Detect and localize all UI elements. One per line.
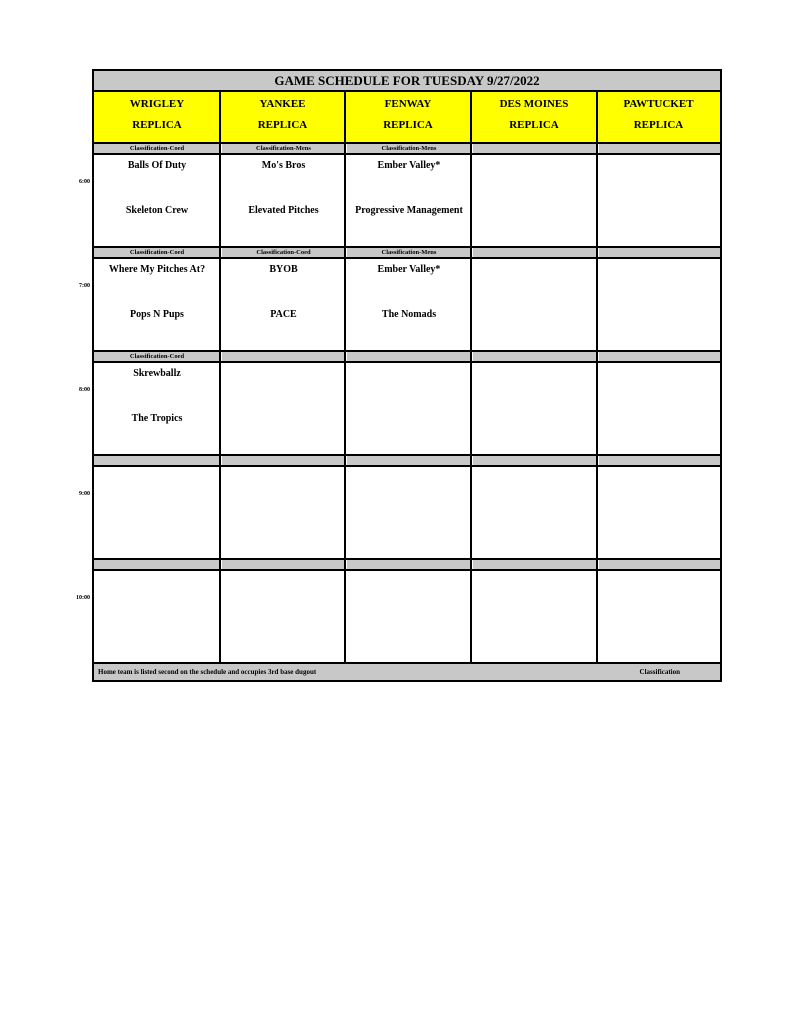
home-team: The Tropics	[131, 413, 183, 424]
band-divider	[94, 569, 720, 571]
field-subtitle: REPLICA	[383, 119, 433, 131]
field-name: PAWTUCKET	[623, 98, 694, 110]
column-divider	[470, 92, 472, 662]
classification-cell	[94, 560, 220, 569]
classification-cell: Classification-Coed	[94, 144, 220, 153]
classification-cell	[599, 456, 720, 465]
field-subtitle: REPLICA	[509, 119, 559, 131]
field-header-0	[94, 92, 220, 142]
field-name: YANKEE	[259, 98, 306, 110]
footer-classification: Classification	[639, 668, 680, 676]
home-team: Skeleton Crew	[125, 205, 189, 216]
classification-cell	[599, 560, 720, 569]
field-header-3	[471, 92, 597, 142]
schedule-title: GAME SCHEDULE FOR TUESDAY 9/27/2022	[94, 71, 720, 92]
classification-cell: Classification-Mens	[222, 144, 345, 153]
time-label: 8:00	[79, 387, 90, 393]
band-divider	[94, 361, 720, 363]
home-team: PACE	[270, 309, 297, 320]
classification-cell	[473, 352, 597, 361]
classification-cell	[222, 352, 345, 361]
time-label: 7:00	[79, 283, 90, 289]
classification-cell: Classification-Mens	[347, 248, 471, 257]
away-team: BYOB	[269, 264, 298, 275]
field-name: DES MOINES	[499, 98, 569, 110]
column-divider	[344, 92, 346, 662]
column-divider	[596, 92, 598, 662]
footer-band	[94, 664, 720, 680]
away-team: Ember Valley*	[377, 160, 441, 171]
time-label: 6:00	[79, 179, 90, 185]
field-header-2	[345, 92, 471, 142]
classification-cell	[473, 248, 597, 257]
footer-note: Home team is listed second on the schedule and occupies 3rd base dugout	[98, 668, 317, 676]
away-team: Mo's Bros	[261, 160, 306, 171]
classification-cell	[599, 248, 720, 257]
classification-cell	[599, 144, 720, 153]
home-team: Pops N Pups	[130, 309, 184, 320]
time-label: 9:00	[79, 491, 90, 497]
classification-cell	[473, 560, 597, 569]
band-divider	[94, 153, 720, 155]
classification-cell	[347, 352, 471, 361]
classification-cell	[347, 456, 471, 465]
band-divider	[94, 465, 720, 467]
field-header-1	[220, 92, 345, 142]
away-team: Ember Valley*	[377, 264, 441, 275]
column-divider	[219, 92, 221, 662]
classification-cell	[94, 456, 220, 465]
field-name: FENWAY	[384, 98, 432, 110]
classification-cell: Classification-Coed	[94, 352, 220, 361]
band-divider	[94, 257, 720, 259]
time-label: 10:00	[76, 595, 90, 601]
schedule-table	[92, 69, 722, 682]
home-team: Elevated Pitches	[248, 205, 319, 216]
field-name: WRIGLEY	[129, 98, 185, 110]
classification-cell: Classification-Coed	[222, 248, 345, 257]
home-team: The Nomads	[381, 309, 437, 320]
home-team: Progressive Management	[355, 205, 463, 216]
away-team: Where My Pitches At?	[108, 264, 206, 275]
field-subtitle: REPLICA	[257, 119, 308, 131]
classification-cell	[347, 560, 471, 569]
classification-cell	[599, 352, 720, 361]
field-subtitle: REPLICA	[132, 119, 182, 131]
away-team: Skrewballz	[133, 368, 181, 379]
classification-cell	[222, 456, 345, 465]
classification-cell: Classification-Mens	[347, 144, 471, 153]
away-team: Balls Of Duty	[127, 160, 187, 171]
classification-cell	[473, 144, 597, 153]
classification-cell	[473, 456, 597, 465]
field-subtitle: REPLICA	[633, 119, 684, 131]
classification-cell: Classification-Coed	[94, 248, 220, 257]
field-header-4	[597, 92, 720, 142]
classification-cell	[222, 560, 345, 569]
